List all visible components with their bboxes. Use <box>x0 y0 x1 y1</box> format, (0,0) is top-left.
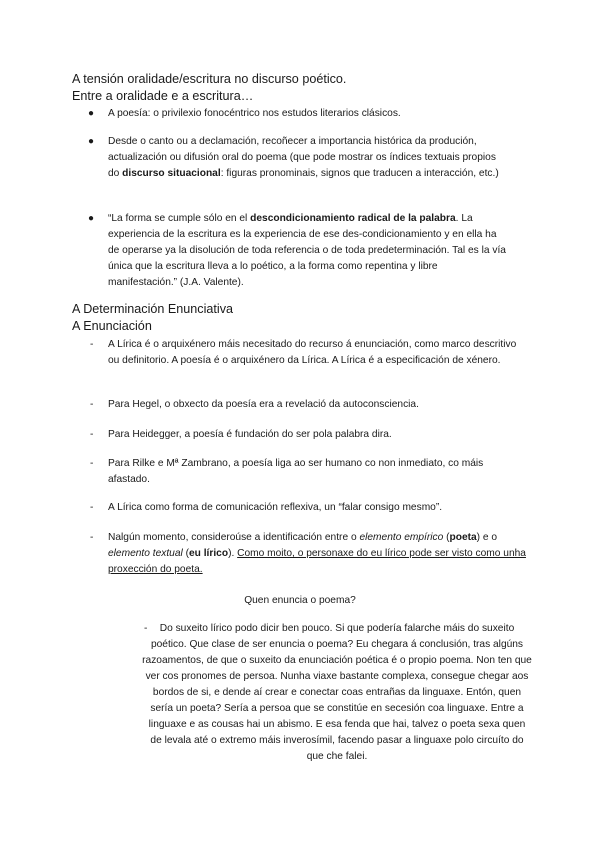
dash-item: Para Hegel, o obxecto da poesía era a revelació da autoconsciencia. <box>108 399 419 410</box>
bold-term: poeta <box>449 532 477 543</box>
bullet-text-part: : figuras pronominais, signos que traducen a interacción, etc.) <box>220 168 499 179</box>
bold-term: discurso situacional <box>122 168 221 179</box>
dash-marker: - <box>90 399 94 410</box>
bullet-item <box>108 134 508 182</box>
subtitle: Entre a oralidade e a escritura… <box>72 89 254 103</box>
dash-marker: - <box>90 339 94 350</box>
bullet-item: A poesía: o privilexio fonocéntrico nos estudos literarios clásicos. <box>108 108 401 119</box>
dash-item <box>108 530 526 578</box>
bullet-text-part: Desde o canto ou a declamación, recoñecer a importancia histórica da produción, actualización ou difusión oral do poema (que pode mostrar os índices textuais propios do <box>108 136 496 179</box>
dash-text-part: ( <box>443 532 450 543</box>
dash-item: Para Heidegger, a poesía é fundación do ser pola palabra dira. <box>108 429 392 440</box>
dash-marker: - <box>90 429 94 440</box>
bullet-text-part: “La forma se cumple sólo en el <box>108 213 251 224</box>
dash-text-part: Nalgún momento, consideroúse a identificación entre o <box>108 532 360 543</box>
italic-term: elemento textual <box>108 548 183 559</box>
dash-item: A Lírica como forma de comunicación reflexiva, un “falar consigo mesmo”. <box>108 502 443 513</box>
section-subtitle: A Enunciación <box>72 319 152 333</box>
dash-marker: - <box>144 623 148 634</box>
quote-paragraph: Do suxeito lírico podo dicir ben pouco. Si que podería falarche máis do suxeito poético. Que clase de ser enuncia o poema? Eu chegara á conclusión, tras algúns razoamentos, de que o suxeito da enunciación poética é o propio poema. Non ten que ver cos pronomes de persoa. Nunha viaxe bastante complexa, consegue chegar aos bordos de si, e dende aí crear e conectar coas entrañas da linguaxe. Entón, quen sería un poeta? Sería a persoa que se constitúe en secesión coa linguaxe. Entre a linguaxe e as cousas hai un abismo. E esa fenda que hai, talvez o poeta sexa quen de levala até o extremo máis inverosímil, facendo pasar a linguaxe polo circuíto do que che falei. <box>142 623 532 762</box>
bold-term: eu lírico <box>189 548 229 559</box>
bullet-item <box>108 211 508 291</box>
italic-term: elemento empírico <box>359 532 444 543</box>
dash-marker: - <box>90 458 94 469</box>
bullet-marker: ● <box>88 213 95 224</box>
document-title: A tensión oralidade/escritura no discurso poético. <box>72 72 347 86</box>
dash-item: A Lírica é o arquixénero máis necesitado do recurso á enunciación, como marco descritivo ou definitorio. A poesía é o arquixénero da Lírica. A Lírica é a especificación de xénero. <box>108 339 517 366</box>
dash-item: Para Rilke e Mª Zambrano, a poesía liga ao ser humano co non inmediato, co máis afastado. <box>108 458 484 485</box>
bullet-marker: ● <box>88 108 95 119</box>
bullet-marker: ● <box>88 136 95 147</box>
bullet-text-part: . La experiencia de la escritura es la experiencia de ese des-condicionamiento y en ella ha de operarse ya la disolución de toda referencia o de toda predeterminación. Tal es la vía única que la escritura lleva a lo poético, a la forma como repentina y libre manifestación.” (J.A. Valente). <box>108 213 506 288</box>
underlined-text: Como moito, o personaxe do eu lírico pode ser visto como unha proxección do poeta. <box>108 548 526 575</box>
dash-marker: - <box>90 532 94 543</box>
section-title: A Determinación Enunciativa <box>72 302 234 316</box>
dash-text-part: ) e o <box>476 532 498 543</box>
question-title: Quen enuncia o poema? <box>244 595 356 606</box>
dash-text-part: ). <box>228 548 238 559</box>
dash-marker: - <box>90 502 94 513</box>
dash-text-part: ( <box>182 548 189 559</box>
bold-term: descondicionamiento radical de la palabra <box>250 213 456 224</box>
